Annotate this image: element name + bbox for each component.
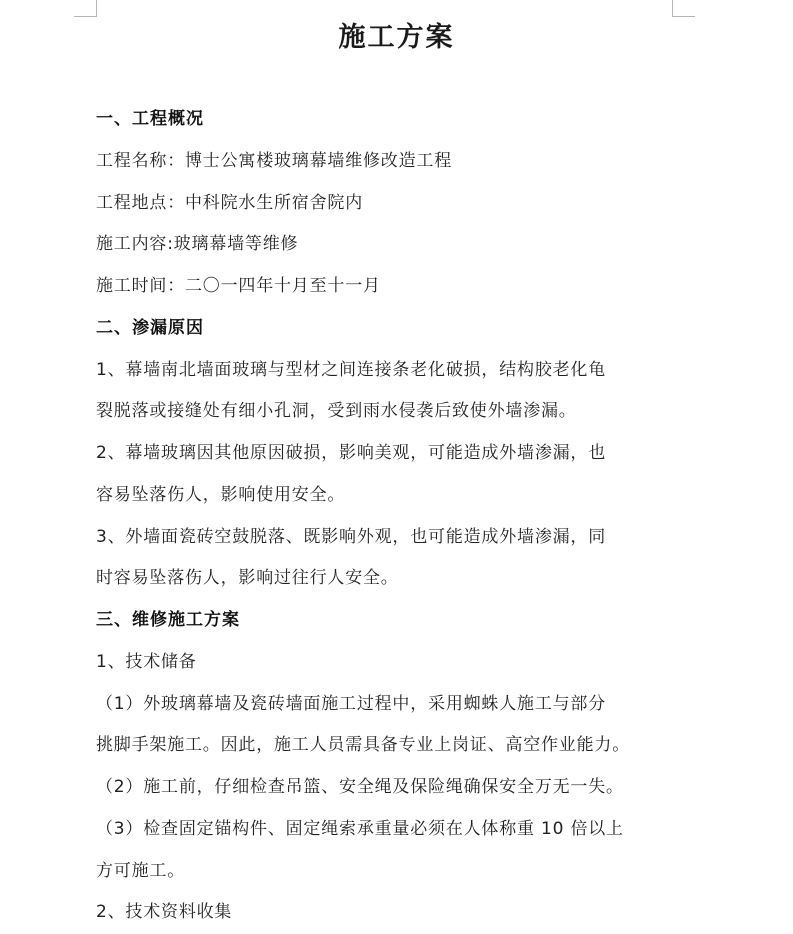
section-heading: 一、工程概况	[96, 109, 204, 129]
crop-mark-right	[672, 0, 695, 17]
paragraph-line: 施工内容:玻璃幕墙等维修	[96, 234, 299, 255]
section-heading: 二、渗漏原因	[96, 317, 204, 338]
paragraph-line: （1）外玻璃幕墙及瓷砖墙面施工过程中，采用蜘蛛人施工与部分	[96, 693, 607, 714]
document-title: 施工方案	[338, 22, 455, 53]
paragraph-line: （3）检查固定锚构件、固定绳索承重量必须在人体称重 10 倍以上	[96, 818, 624, 839]
document-body	[96, 99, 686, 934]
paragraph-line: 方可施工。	[96, 860, 185, 881]
paragraph-line: 3、外墙面瓷砖空鼓脱落、既影响外观，也可能造成外墙渗漏，同	[96, 526, 607, 547]
paragraph-line: 裂脱落或接缝处有细小孔洞，受到雨水侵袭后致使外墙渗漏。	[96, 401, 577, 422]
paragraph-line: 1、技术储备	[96, 651, 197, 672]
paragraph-line: 挑脚手架施工。因此，施工人员需具备专业上岗证、高空作业能力。	[96, 735, 630, 756]
paragraph-line: 工程名称：博士公寓楼玻璃幕墙维修改造工程	[96, 150, 452, 171]
paragraph-line: 容易坠落伤人，影响使用安全。	[96, 484, 346, 505]
paragraph-line: 施工时间：二〇一四年十月至十一月	[96, 276, 381, 296]
paragraph-line: 时容易坠落伤人，影响过往行人安全。	[96, 568, 399, 589]
section-heading: 三、维修施工方案	[96, 610, 240, 630]
paragraph-line: 1、幕墙南北墙面玻璃与型材之间连接条老化破损，结构胶老化龟	[96, 359, 607, 380]
crop-mark-left	[74, 0, 97, 17]
paragraph-line: 2、技术资料收集	[96, 902, 233, 923]
paragraph-line: （2）施工前，仔细检查吊篮、安全绳及保险绳确保安全万无一失。	[96, 777, 624, 797]
paragraph-line: 2、幕墙玻璃因其他原因破损，影响美观，可能造成外墙渗漏，也	[96, 443, 607, 463]
paragraph-line: 工程地点：中科院水生所宿舍院内	[96, 192, 363, 213]
